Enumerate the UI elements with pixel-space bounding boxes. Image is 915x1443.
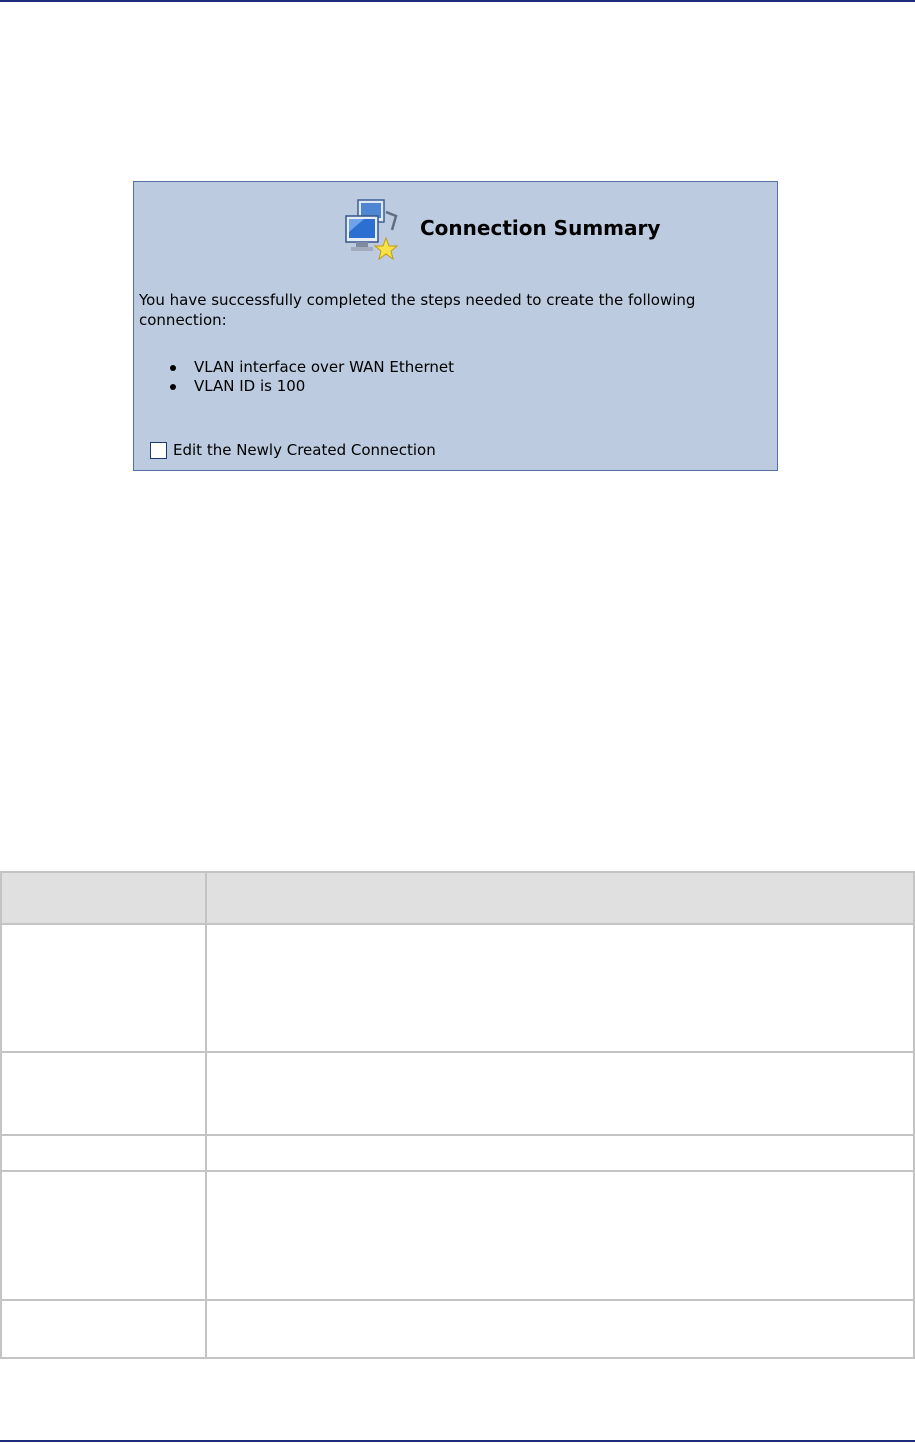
list-item [134,358,454,377]
table-header [2,873,913,923]
table-row [2,1299,913,1301]
edit-connection-option[interactable] [150,440,436,460]
page-footer-rule [0,1440,915,1442]
edit-connection-label[interactable]: Edit the Newly Created Connection [173,441,436,459]
connection-summary-panel [133,181,778,471]
connection-details-list [134,358,454,396]
list-item-text: VLAN ID is 100 [194,377,306,395]
table-row [2,1134,913,1136]
parameters-table [0,871,915,1359]
page-header-rule [0,0,915,2]
list-item [134,377,454,396]
table-row [2,923,913,925]
panel-title: Connection Summary [420,216,661,240]
table-column-divider [205,873,207,1357]
summary-message: You have successfully completed the steps needed to create the following connection: [139,291,696,329]
list-item-text: VLAN interface over WAN Ethernet [194,358,454,376]
table-row [2,1170,913,1172]
table-row [2,1051,913,1053]
edit-connection-checkbox[interactable] [150,442,167,459]
network-connection-wizard-icon [342,196,404,262]
